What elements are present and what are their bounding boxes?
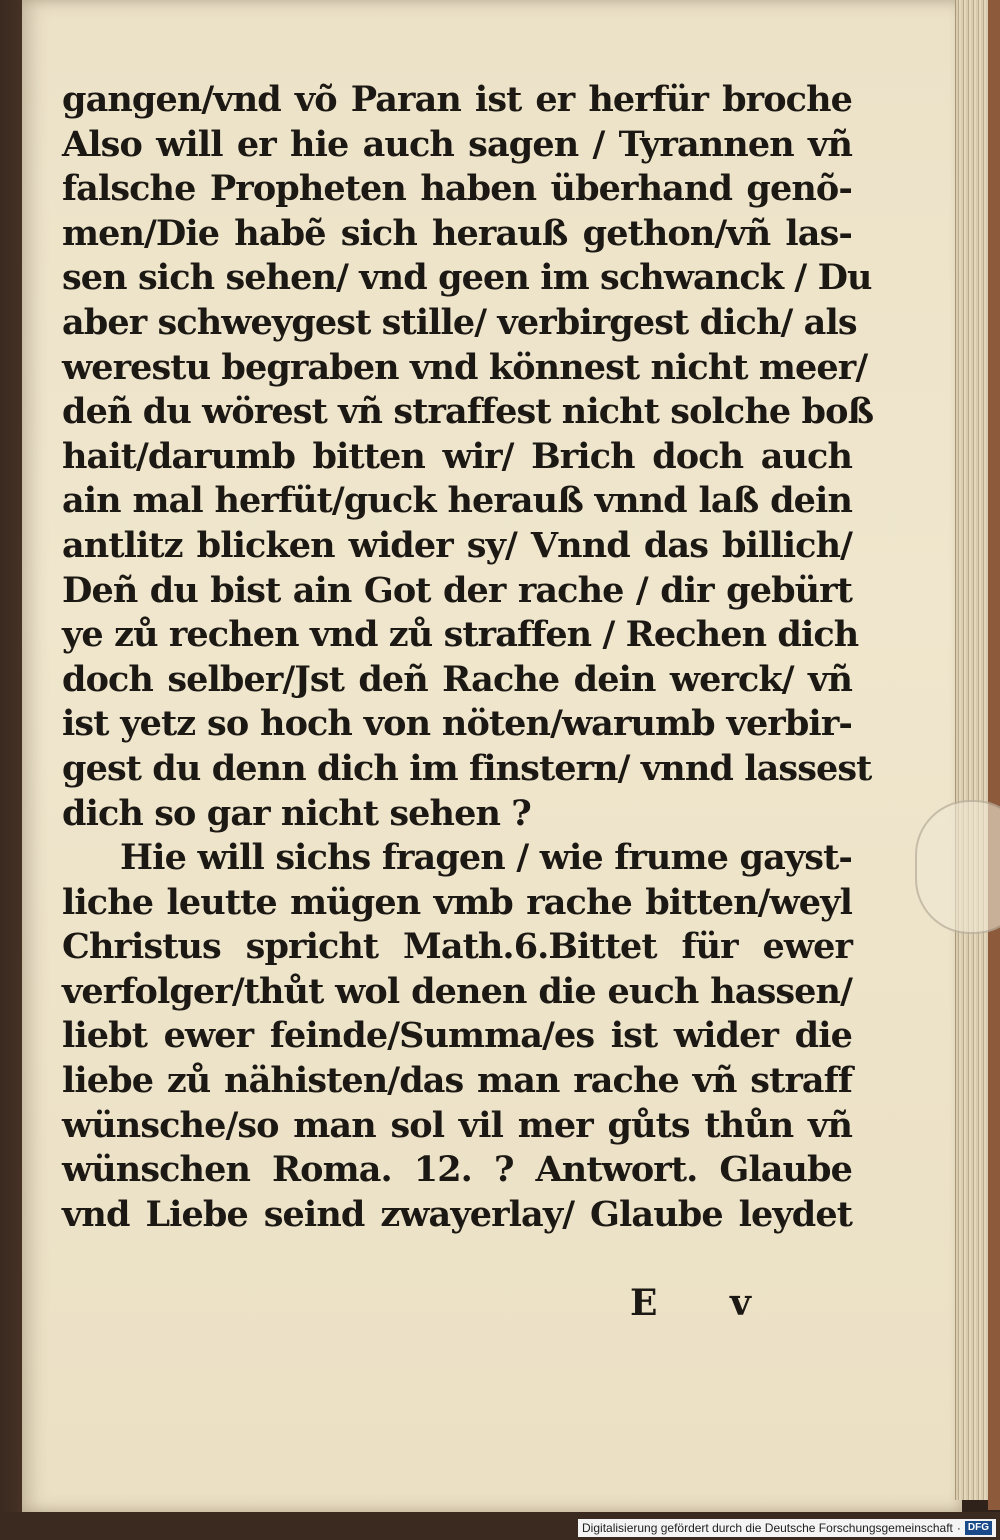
text-line: Deñ du bist ain Got der rache / dir gebürt	[62, 569, 852, 611]
signature-mark: E v	[630, 1282, 781, 1324]
text-line: sen sich sehen/ vnd geen im schwanck / Du	[62, 257, 872, 299]
paragraph-first-line: Hie will sichs fragen / wie frume gayst-	[120, 837, 852, 879]
text-line: verfolger/thůt wol denen die euch hassen/	[62, 970, 852, 1012]
book-cover-edge	[988, 0, 1000, 1510]
credit-text: Digitalisierung gefördert durch die Deutsche Forschungsgemeinschaft	[582, 1521, 953, 1535]
text-line: ist yetz so hoch von nöten/warumb verbir-	[62, 703, 852, 745]
text-line: antlitz blicken wider sy/ Vnnd das billich/	[62, 524, 852, 566]
text-line: liebe zů nähisten/das man rache vñ straff	[62, 1060, 852, 1102]
text-line: wünschen Roma. 12. ? Antwort. Glaube	[62, 1149, 852, 1191]
text-line: aber schweygest stille/ verbirgest dich/ als	[62, 301, 857, 343]
footer-credit	[578, 1519, 996, 1537]
text-line: dich so gar nicht sehen ?	[62, 792, 531, 834]
text-line: liebt ewer feinde/Summa/es ist wider die	[62, 1015, 852, 1057]
text-line: ye zů rechen vnd zů straffen / Rechen dich	[62, 614, 859, 656]
text-line: ain mal herfüt/guck herauß vnnd laß dein	[62, 480, 852, 522]
text-line: gangen/vnd võ Paran ist er herfür broche	[62, 79, 852, 120]
text-line: liche leutte mügen vmb rache bitten/weyl	[62, 881, 852, 923]
page-edges	[955, 0, 990, 1500]
text-line: vnd Liebe seind zwayerlay/ Glaube leydet	[62, 1193, 852, 1235]
text-line: men/Die habẽ sich herauß gethon/vñ las-	[62, 212, 852, 254]
text-line: doch selber/Jst deñ Rache dein werck/ vñ	[62, 658, 852, 700]
clasp-shadow	[915, 800, 1000, 934]
text-line: gest du denn dich im finstern/ vnnd lassest	[62, 747, 872, 789]
text-line: Also will er hie auch sagen / Tyrannen vñ	[62, 123, 852, 165]
text-line: hait/darumb bitten wir/ Brich doch auch	[62, 435, 852, 477]
text-block	[62, 78, 874, 1237]
text-line: Christus spricht Math.6.Bittet für ewer	[62, 926, 852, 968]
text-line: deñ du wörest vñ straffest nicht solche boß	[62, 391, 874, 433]
text-line: werestu begraben vnd könnest nicht meer/	[62, 346, 868, 388]
text-line: wünsche/so man sol vil mer gůts thůn vñ	[62, 1104, 852, 1146]
footer-bar	[0, 1512, 1000, 1540]
separator-dot: ·	[956, 1521, 961, 1535]
dfg-logo: DFG	[965, 1521, 992, 1535]
text-line: falsche Propheten haben überhand genõ-	[62, 168, 852, 210]
